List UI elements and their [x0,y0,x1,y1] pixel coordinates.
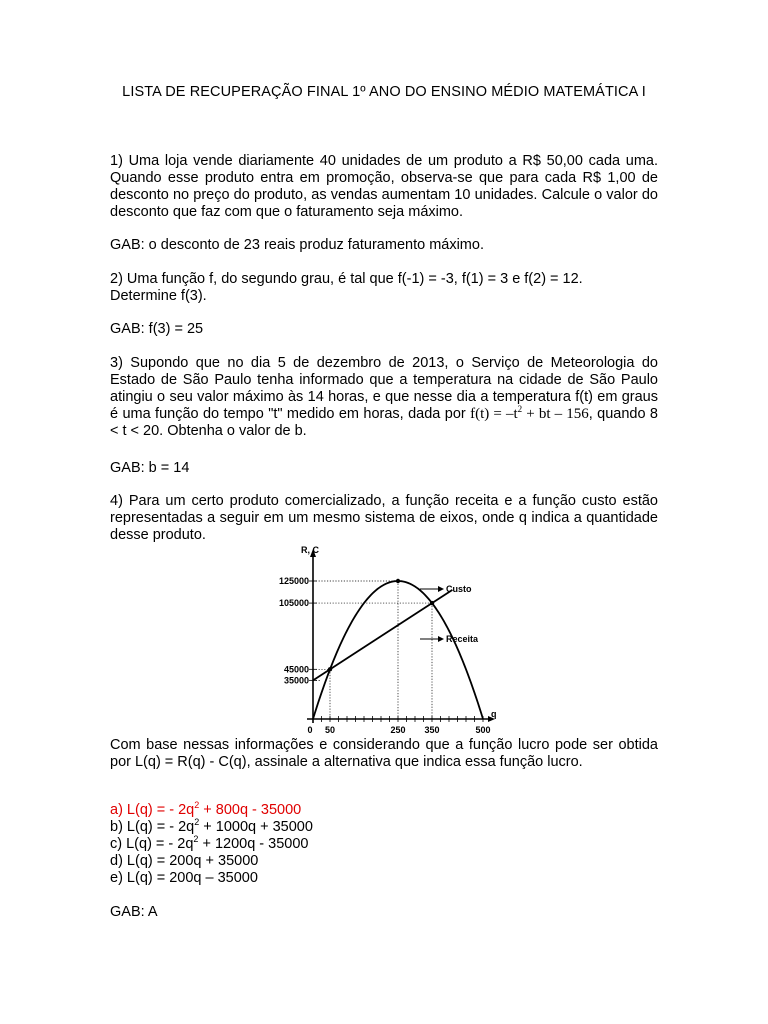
legend-arrowhead-custo [438,586,444,592]
question-2-answer: GAB: f(3) = 25 [110,321,204,337]
question-2-line-1: 2) Uma função f, do segundo grau, é tal que f(-1) = -3, f(1) = 3 e f(2) = 12. [110,271,583,287]
answer-option-d [110,853,658,870]
x-tick-label: 250 [390,725,406,735]
option-text: d) L(q) = 200q + 35000 [110,853,259,869]
answer-option-a [110,802,658,819]
formula-lhs: f(t) = –t [470,406,518,422]
question-1-answer: GAB: o desconto de 23 reais produz faturamento máximo. [110,237,484,253]
y-axis-label: R, C [301,545,319,555]
option-text: c) L(q) = - 2q [110,836,194,852]
x-tick-label: 350 [424,725,440,735]
y-tick-label: 45000 [283,664,309,675]
question-1-text: 1) Uma loja vende diariamente 40 unidades de um produto a R$ 50,00 cada uma. Quando esse produto entra em promoção, observa-se que para cada R$ 1,00 de desconto no preço do produto, as vendas aumentam 10 unidades. Calcule o valor do desconto que faz com que o faturamento seja máximo. [110,153,658,220]
option-text-rest: + 800q - 35000 [199,802,302,818]
data-point [430,601,434,605]
option-exponent: 2 [193,834,199,844]
question-2-line-2: Determine f(3). [110,288,207,304]
legend-label-custo: Custo [446,584,472,594]
option-text: b) L(q) = - 2q [110,819,195,835]
formula-exponent: 2 [517,404,523,414]
y-tick-label: 125000 [278,576,309,586]
answer-option-c [110,836,658,853]
y-tick-label: 35000 [283,675,309,686]
question-3-tail: , quando 8 < t < 20. Obtenha o valor de b. [110,406,658,439]
data-point [328,667,332,671]
x-axis-label: q [491,709,497,719]
y-tick-label: 105000 [278,598,309,609]
revenue-cost-chart [270,543,510,739]
x-tick-label: 0 [307,725,313,735]
legend-arrowhead-receita [438,636,444,642]
option-text: a) L(q) = - 2q [110,802,195,818]
question-2-text [110,271,658,305]
answer-options [110,802,658,887]
option-text-rest: + 1200q - 35000 [198,836,309,852]
legend-label-receita: Receita [446,634,479,644]
question-3-text [110,355,658,440]
document-title: LISTA DE RECUPERAÇÃO FINAL 1º ANO DO ENSINO MÉDIO MATEMÁTICA I [122,84,646,100]
question-4-followup: Com base nessas informações e considerando que a função lucro pode ser obtida por L(q) = R(q) - C(q), assinale a alternativa que indica essa função lucro. [110,737,658,770]
x-tick-label: 500 [475,725,491,735]
question-3-answer: GAB: b = 14 [110,460,190,476]
question-3-statement: 3) Supondo que no dia 5 de dezembro de 2013, o Serviço de Meteorologia do Estado de São Paulo tenha informado que a temperatura na cidade de São Paulo atingiu o seu valor máximo às 14 horas, e que nesse dia a temperatura f(t) em graus é uma função do tempo "t" medido em horas, dada por [110,355,658,422]
option-exponent: 2 [194,800,200,810]
question-3-formula [470,406,589,422]
question-4-answer: GAB: A [110,904,158,920]
data-point [396,579,400,583]
answer-option-e [110,870,658,887]
option-text-rest: + 1000q + 35000 [199,819,313,835]
option-text: e) L(q) = 200q – 35000 [110,870,258,886]
formula-rhs: + bt – 156 [522,406,589,422]
x-tick-label: 50 [324,725,336,735]
question-4-text: 4) Para um certo produto comercializado, a função receita e a função custo estão representadas a seguir em um mesmo sistema de eixos, onde q indica a quantidade desse produto. [110,493,658,543]
option-exponent: 2 [194,817,200,827]
